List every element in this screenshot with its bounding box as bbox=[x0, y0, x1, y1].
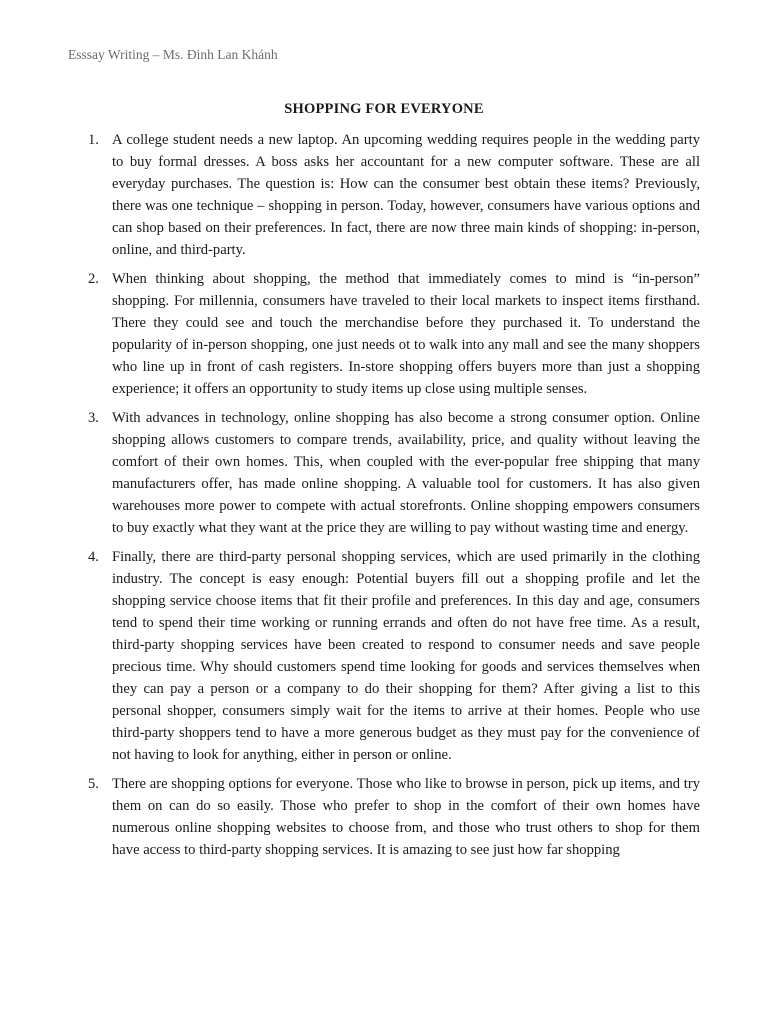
paragraph-number: 5. bbox=[88, 776, 99, 792]
paragraph-number: 1. bbox=[88, 132, 99, 148]
paragraph-number: 2. bbox=[88, 271, 99, 287]
running-header: Esssay Writing – Ms. Đinh Lan Khánh bbox=[68, 47, 278, 62]
paragraph-1 bbox=[88, 129, 700, 261]
paragraph-number: 3. bbox=[88, 410, 99, 426]
paragraph-3 bbox=[88, 407, 700, 539]
paragraph-list bbox=[88, 129, 700, 868]
paragraph-5 bbox=[88, 773, 700, 861]
paragraph-2 bbox=[88, 268, 700, 400]
paragraph-number: 4. bbox=[88, 549, 99, 565]
document-title: SHOPPING FOR EVERYONE bbox=[284, 101, 484, 117]
paragraph-text: When thinking about shopping, the method that immediately comes to mind is “in-person” shopping. For millennia, consumers have traveled to their local markets to inspect items firsthand. There they could see and touch the merchandise before they purchased it. To understand the popularity of in-person shopping, one just needs ot to walk into any mall and see the many shoppers who line up in front of cash registers. In-store shopping offers buyers more than just a shopping experience; it offers an opportunity to study items up close using multiple senses. bbox=[112, 271, 700, 397]
paragraph-text: Finally, there are third-party personal shopping services, which are used primarily in the clothing industry. The concept is easy enough: Potential buyers fill out a shopping profile and let the shopping service choose items that fit their profile and preferences. In this day and age, consumers tend to spend their time working or running errands and often do not have free time. As a result, third-party shopping services have been created to respond to consumer needs and save people precious time. Why should customers spend time looking for goods and services themselves when they can pay a person or a company to do their shopping for them? After giving a list to this personal shopper, consumers simply wait for the items to arrive at their homes. People who use third-party shoppers tend to have a more generous budget as they must pay for the convenience of not having to look for anything, either in person or online. bbox=[112, 549, 700, 763]
paragraph-4 bbox=[88, 546, 700, 766]
paragraph-text: A college student needs a new laptop. An upcoming wedding requires people in the wedding party to buy formal dresses. A boss asks her accountant for a new computer software. These are all everyday purchases. The question is: How can the consumer best obtain these items? Previously, there was one technique – shopping in person. Today, however, consumers have various options and can shop based on their preferences. In fact, there are now three main kinds of shopping: in-person, online, and third-party. bbox=[112, 132, 700, 258]
paragraph-text: With advances in technology, online shopping has also become a strong consumer option. Online shopping allows customers to compare trends, availability, price, and quality without leaving the comfort of their own homes. This, when coupled with the ever-popular free shipping that many manufacturers offer, has made online shopping. A valuable tool for customers. It has also given warehouses more power to compete with actual storefronts. Online shopping empowers consumers to buy exactly what they want at the price they are willing to pay without wasting time and energy. bbox=[112, 410, 700, 536]
paragraph-text: There are shopping options for everyone. Those who like to browse in person, pick up items, and try them on can do so easily. Those who prefer to shop in the comfort of their own homes have numerous online shopping websites to choose from, and those who trust others to shop for them have access to third-party shopping services. It is amazing to see just how far shopping bbox=[112, 776, 700, 858]
